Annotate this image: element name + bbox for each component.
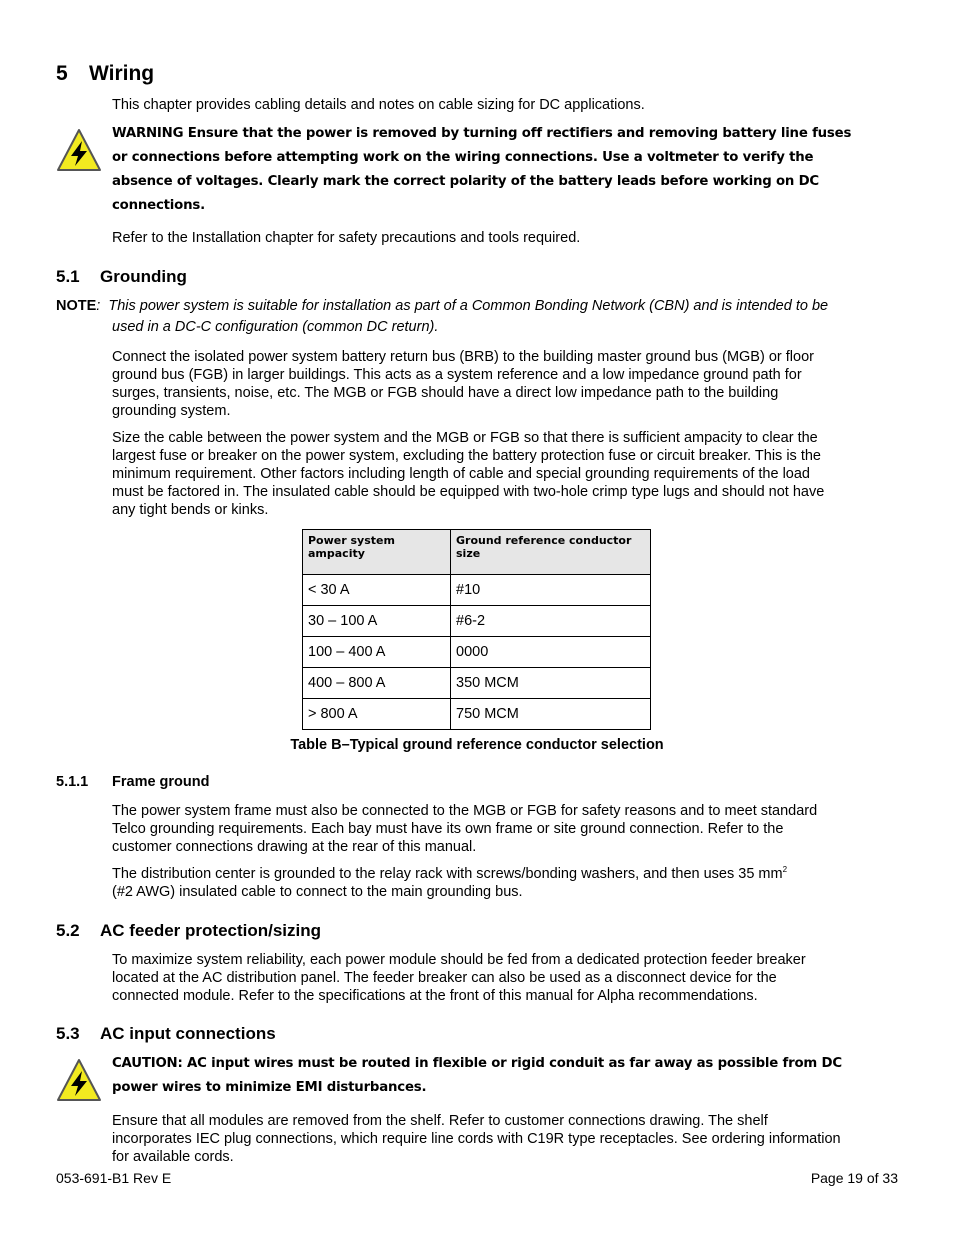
high-voltage-caution-icon (56, 1058, 102, 1102)
table-cell: > 800 A (303, 699, 451, 730)
paragraph-line: (#2 AWG) insulated cable to connect to the main grounding bus. (112, 884, 523, 900)
caution-text (112, 1052, 842, 1100)
paragraph-line: incorporates IEC plug connections, which require line cords with C19R type receptacles. See ordering information (112, 1131, 841, 1147)
refer-text: Refer to the Installation chapter for safety precautions and tools required. (112, 230, 581, 246)
warning-line: or connections before attempting work on the wiring connections. Use a voltmeter to verify the (112, 150, 814, 165)
table-cell: 0000 (451, 637, 651, 668)
note-line: This power system is suitable for installation as part of a Common Bonding Network (CBN) and is intended to be (108, 298, 829, 314)
superscript: 2 (782, 865, 788, 875)
frame-ground-paragraph-1 (112, 802, 817, 856)
table-header-cell: Power system ampacity (303, 530, 451, 575)
section-number: 5.1.1 (56, 774, 89, 790)
caution-line: CAUTION: AC input wires must be routed in flexible or rigid conduit as far away as possible from DC (112, 1056, 842, 1071)
note-line: used in a DC-C configuration (common DC return). (112, 319, 439, 335)
table-header-row (303, 530, 651, 575)
note-separator: : (96, 298, 101, 314)
paragraph-line: The distribution center is grounded to the relay rack with screws/bonding washers, and then uses 35 mm (112, 866, 783, 882)
paragraph-line: surges, transients, noise, etc. The MGB or FGB should have a direct low impedance path to the building (112, 385, 779, 401)
table-cell: 350 MCM (451, 668, 651, 699)
table-cell: #10 (451, 575, 651, 606)
table-caption: Table B–Typical ground reference conductor selection (290, 737, 664, 753)
table-row (303, 637, 651, 668)
paragraph-line: minimum requirement. Other factors including length of cable and special grounding requirements of the load (112, 466, 810, 482)
paragraph-line: must be factored in. The insulated cable should be equipped with two-hole crimp type lugs and should not have (112, 484, 825, 500)
paragraph-line: any tight bends or kinks. (112, 502, 269, 518)
ac-input-paragraph (112, 1112, 841, 1166)
note-label: NOTE (56, 298, 97, 314)
table-header-cell: Ground reference conductor size (451, 530, 651, 575)
paragraph-line: located at the AC distribution panel. The feeder breaker can also be used as a disconnect device for the (112, 970, 777, 986)
grounding-paragraph-1 (112, 348, 814, 420)
intro-text: This chapter provides cabling details and notes on cable sizing for DC applications. (112, 97, 645, 113)
chapter-number: 5 (56, 62, 68, 85)
table-row (303, 575, 651, 606)
section-5-1-1-heading (56, 774, 209, 790)
high-voltage-warning-icon (56, 128, 102, 172)
warning-line: absence of voltages. Clearly mark the correct polarity of the battery leads before working on DC (112, 174, 819, 189)
section-number: 5.2 (56, 921, 80, 940)
note-block (56, 296, 828, 338)
paragraph-line: customer connections drawing at the rear of this manual. (112, 839, 477, 855)
paragraph-line: Size the cable between the power system and the MGB or FGB so that there is sufficient ampacity to clear the (112, 430, 818, 446)
warning-text (112, 122, 851, 218)
section-title: Frame ground (112, 774, 210, 790)
table-row (303, 606, 651, 637)
section-title: AC feeder protection/sizing (100, 921, 322, 940)
table-row (303, 699, 651, 730)
section-title: Grounding (100, 267, 187, 286)
section-number: 5.3 (56, 1024, 80, 1043)
paragraph-line: Ensure that all modules are removed from the shelf. Refer to customer connections drawing. The shelf (112, 1113, 768, 1129)
caution-line: power wires to minimize EMI disturbances. (112, 1080, 427, 1095)
paragraph-line: The power system frame must also be connected to the MGB or FGB for safety reasons and to meet standard (112, 803, 818, 819)
table-cell: 100 – 400 A (303, 637, 451, 668)
section-5-3-heading (56, 1024, 276, 1044)
paragraph-line: Connect the isolated power system battery return bus (BRB) to the building master ground bus (MGB) or floor (112, 349, 814, 365)
section-5-1-heading (56, 267, 187, 287)
footer-page-number: Page 19 of 33 (810, 1170, 898, 1186)
table-cell: < 30 A (303, 575, 451, 606)
grounding-paragraph-2 (112, 429, 824, 519)
table-cell: 400 – 800 A (303, 668, 451, 699)
frame-ground-paragraph-2 (112, 865, 787, 901)
table-cell: #6-2 (451, 606, 651, 637)
paragraph-line: To maximize system reliability, each power module should be fed from a dedicated protection feeder breaker (112, 952, 806, 968)
ac-feeder-paragraph (112, 951, 806, 1005)
chapter-title: Wiring (89, 62, 155, 85)
table-row (303, 668, 651, 699)
section-title: AC input connections (100, 1024, 276, 1043)
chapter-heading (56, 62, 154, 86)
section-number: 5.1 (56, 267, 80, 286)
paragraph-line: Telco grounding requirements. Each bay must have its own frame or site ground connection. Refer to the (112, 821, 784, 837)
paragraph-line: grounding system. (112, 403, 231, 419)
paragraph-line: largest fuse or breaker on the power system, excluding the battery protection fuse or circuit breaker. This is the (112, 448, 821, 464)
paragraph-line: for available cords. (112, 1149, 234, 1165)
warning-line: WARNING Ensure that the power is removed by turning off rectifiers and removing battery line fuses (112, 126, 852, 141)
table-cell: 750 MCM (451, 699, 651, 730)
paragraph-line: ground bus (FGB) in larger buildings. This acts as a system reference and a low impedance ground path for (112, 367, 802, 383)
paragraph-line: connected module. Refer to the specifications at the front of this manual for Alpha recommendations. (112, 988, 758, 1004)
footer-doc-id: 053-691-B1 Rev E (56, 1170, 172, 1186)
warning-line: connections. (112, 198, 205, 213)
ground-conductor-table (302, 529, 651, 730)
table-cell: 30 – 100 A (303, 606, 451, 637)
section-5-2-heading (56, 921, 321, 941)
